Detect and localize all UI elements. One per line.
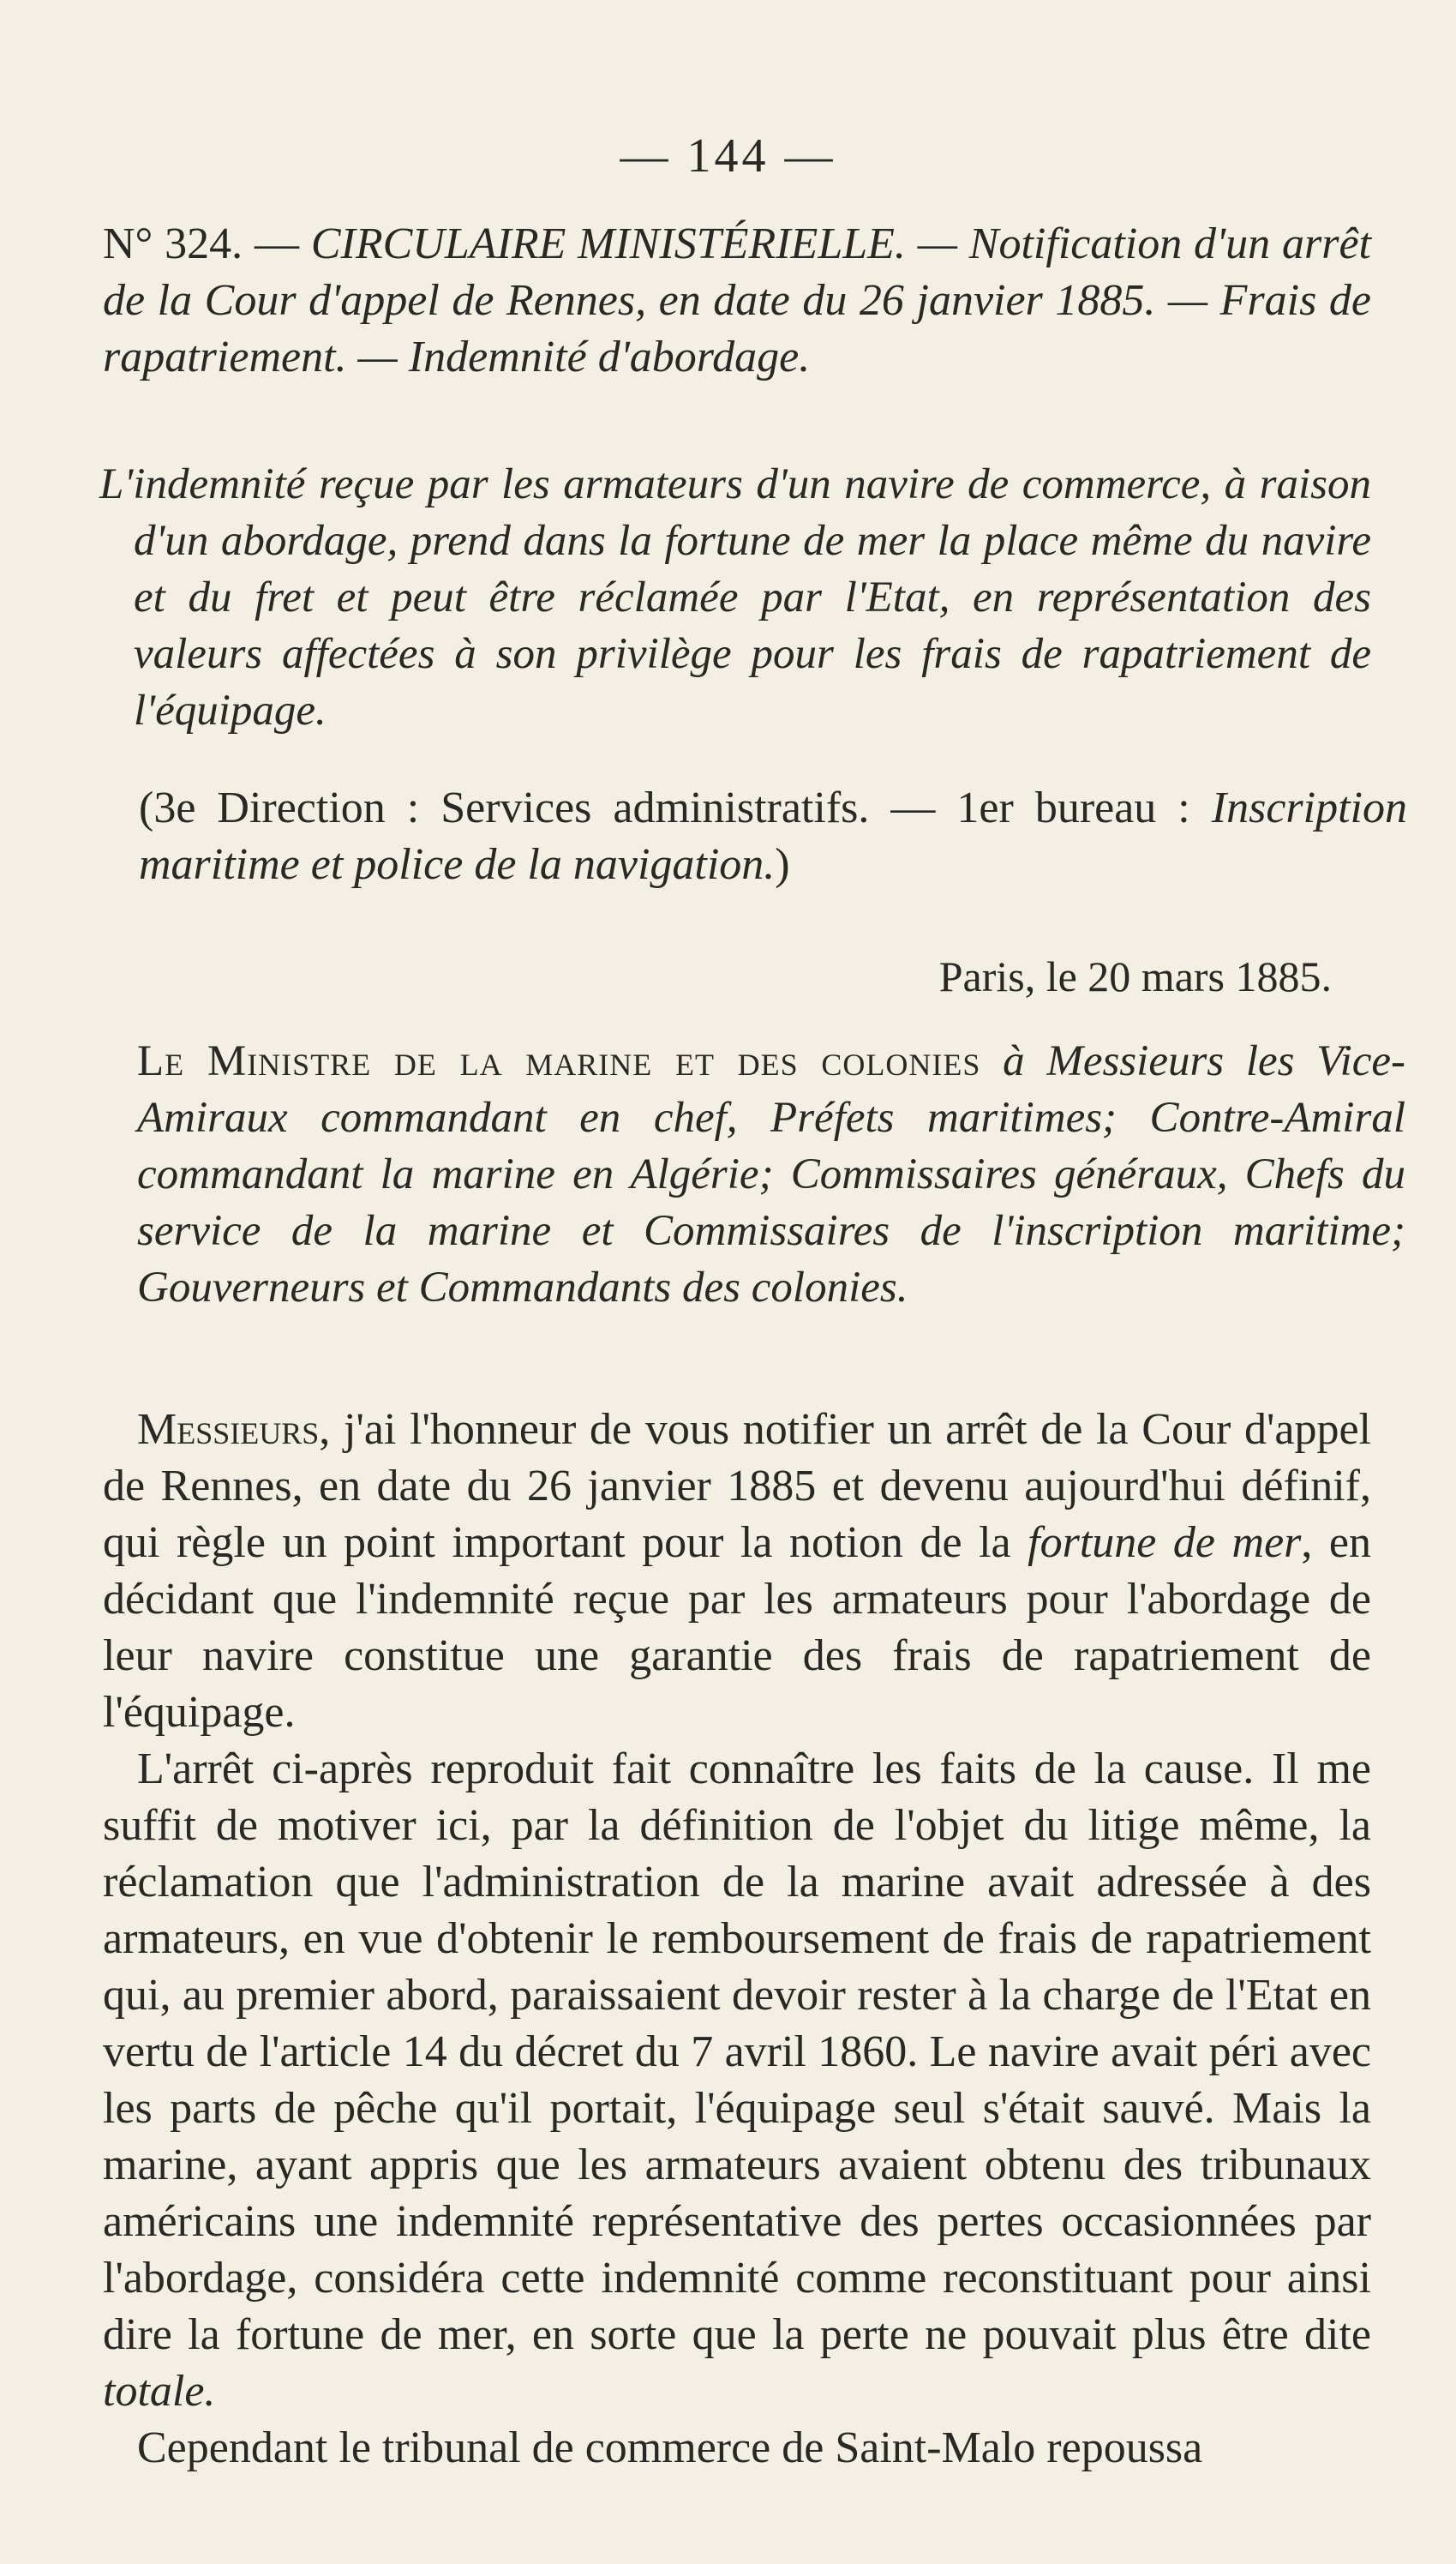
p3-text: Cependant le tribunal de commerce de Saint-Malo repoussa xyxy=(137,2423,1203,2472)
circular-number: N° 324. — xyxy=(103,219,299,268)
direction-suffix: ) xyxy=(775,840,790,889)
dateline: Paris, le 20 mars 1885. xyxy=(938,952,1332,1000)
page-number: — 144 — xyxy=(620,129,836,183)
p1-text-b: , en décidant que l'indemnité reçue par les armateurs pour l'abordage de leur navire constitue une garantie des frais de rapatriement de l'équipage. xyxy=(103,1518,1372,1737)
direction-italic: Inscription maritime et police de la navigation. xyxy=(139,784,1407,889)
paragraph-3 xyxy=(103,2420,1371,2477)
summary-text: L'indemnité reçue par les armateurs d'un navire de commerce, à raison d'un abordage, prend dans la fortune de mer la place même du navire et du fret et peut être réclamée par l'Etat, en représentation des valeurs affectées à son privilège pour les frais de rapatriement de l'équipage. xyxy=(99,460,1371,735)
circular-heading xyxy=(103,216,1371,386)
p1-italic: fortune de mer xyxy=(1028,1518,1302,1567)
address-recipients: à Messieurs les Vice-Amiraux commandant en chef, Préfets maritimes; Contre-Amiral commandant la marine en Algérie; Commissaires généraux, Chefs du service de la marine et Commissaires de l'inscription maritime; Gouverneurs et Commandants des colonies. xyxy=(137,1037,1406,1312)
letter-body xyxy=(103,1402,1371,2477)
p2-italic: totale. xyxy=(103,2367,216,2416)
summary-paragraph xyxy=(99,456,1371,739)
direction-line xyxy=(103,780,1407,893)
address-block xyxy=(103,1033,1405,1316)
circular-title: CIRCULAIRE MINISTÉRIELLE. — Notification d'un arrêt de la Cour d'appel de Rennes, en date du 26 janvier 1885. — Frais de rapatriement. — Indemnité d'abordage. xyxy=(103,219,1371,381)
p1-text-a: j'ai l'honneur de vous notifier un arrêt de la Cour d'appel de Rennes, en date du 26 janvier 1885 et devenu aujourd'hui définif, qui règle un point important pour la notion de la xyxy=(103,1405,1371,1567)
address-sender: Le Ministre de la marine et des colonies xyxy=(137,1037,981,1085)
direction-prefix: (3e Direction : Services administratifs. — 1er bureau : xyxy=(139,784,1190,832)
paragraph-2 xyxy=(103,1741,1371,2420)
paragraph-1 xyxy=(103,1402,1371,1741)
salutation: Messieurs, xyxy=(137,1405,331,1454)
p2-text: L'arrêt ci-après reproduit fait connaître les faits de la cause. Il me suffit de motiver ici, par la définition de l'objet du litige même, la réclamation que l'administration de la marine avait adressée à des armateurs, en vue d'obtenir le remboursement de frais de rapatriement qui, au premier abord, paraissaient devoir rester à la charge de l'Etat en vertu de l'article 14 du décret du 7 avril 1860. Le navire avait péri avec les parts de pêche qu'il portait, l'équipage seul s'était sauvé. Mais la marine, ayant appris que les armateurs avaient obtenu des tribunaux américains une indemnité représentative des pertes occasionnées par l'abordage, considéra cette indemnité comme reconstituant pour ainsi dire la fortune de mer, en sorte que la perte ne pouvait plus être dite xyxy=(103,1744,1371,2359)
